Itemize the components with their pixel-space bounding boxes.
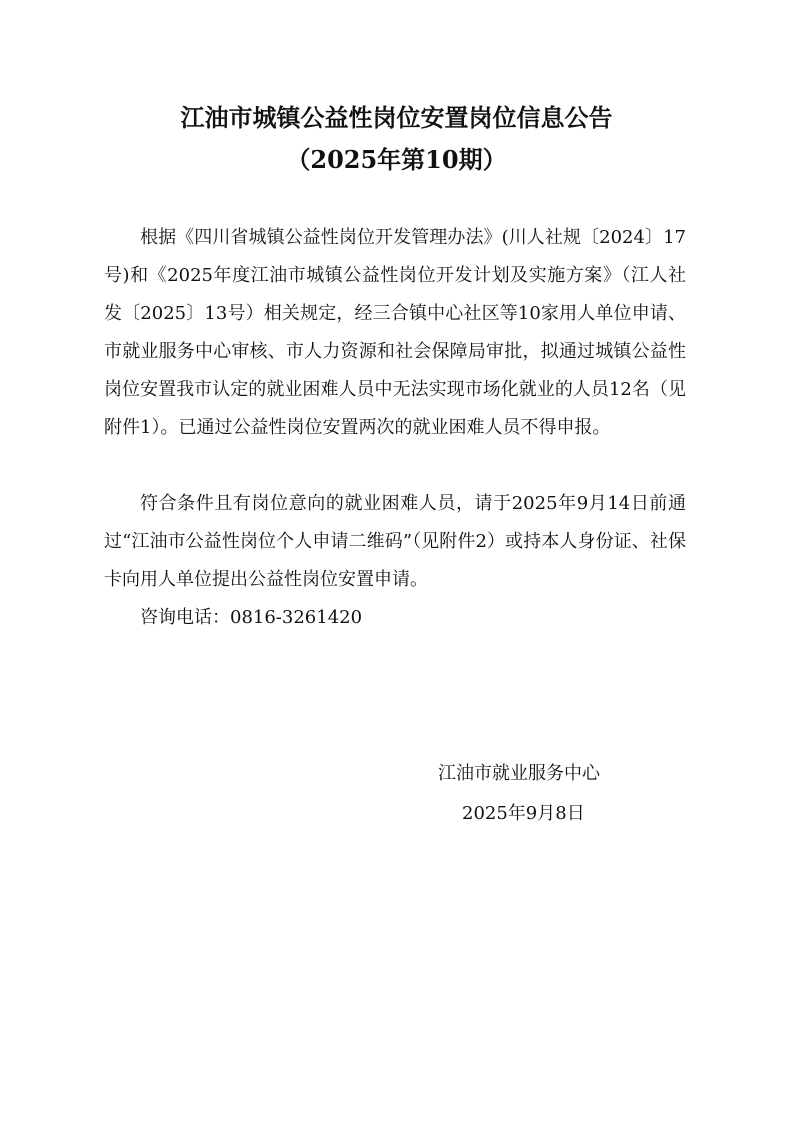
signature-organization: 江油市就业服务中心: [438, 763, 600, 784]
document-subtitle: （2025年第10期）: [286, 145, 507, 174]
signature-date: 2025年9月8日: [462, 803, 585, 824]
body-paragraph: 根据《四川省城镇公益性岗位开发管理办法》(川人社规〔2024〕17号)和《2025年度江油市城镇公益性岗位开发计划及实施方案》（江人社发〔2025〕13号）相关规定，经三合镇中心社区等10家用人单位申请、市就业服务中心审核、市人力资源和社会保障局审批，拟通过城镇公益性岗位安置我市认定的就业困难人员中无法实现市场化就业的人员12名（见附件1）。已通过公益性岗位安置两次的就业困难人员不得申报。: [104, 227, 686, 438]
document-title: 江油市城镇公益性岗位安置岗位信息公告: [180, 103, 613, 132]
body-paragraph: 符合条件且有岗位意向的就业困难人员，请于2025年9月14日前通过“江油市公益性岗位个人申请二维码”（见附件2）或持本人身份证、社保卡向用人单位提出公益性岗位安置申请。: [104, 493, 686, 590]
contact-phone: 咨询电话：0816-3261420: [140, 607, 363, 628]
